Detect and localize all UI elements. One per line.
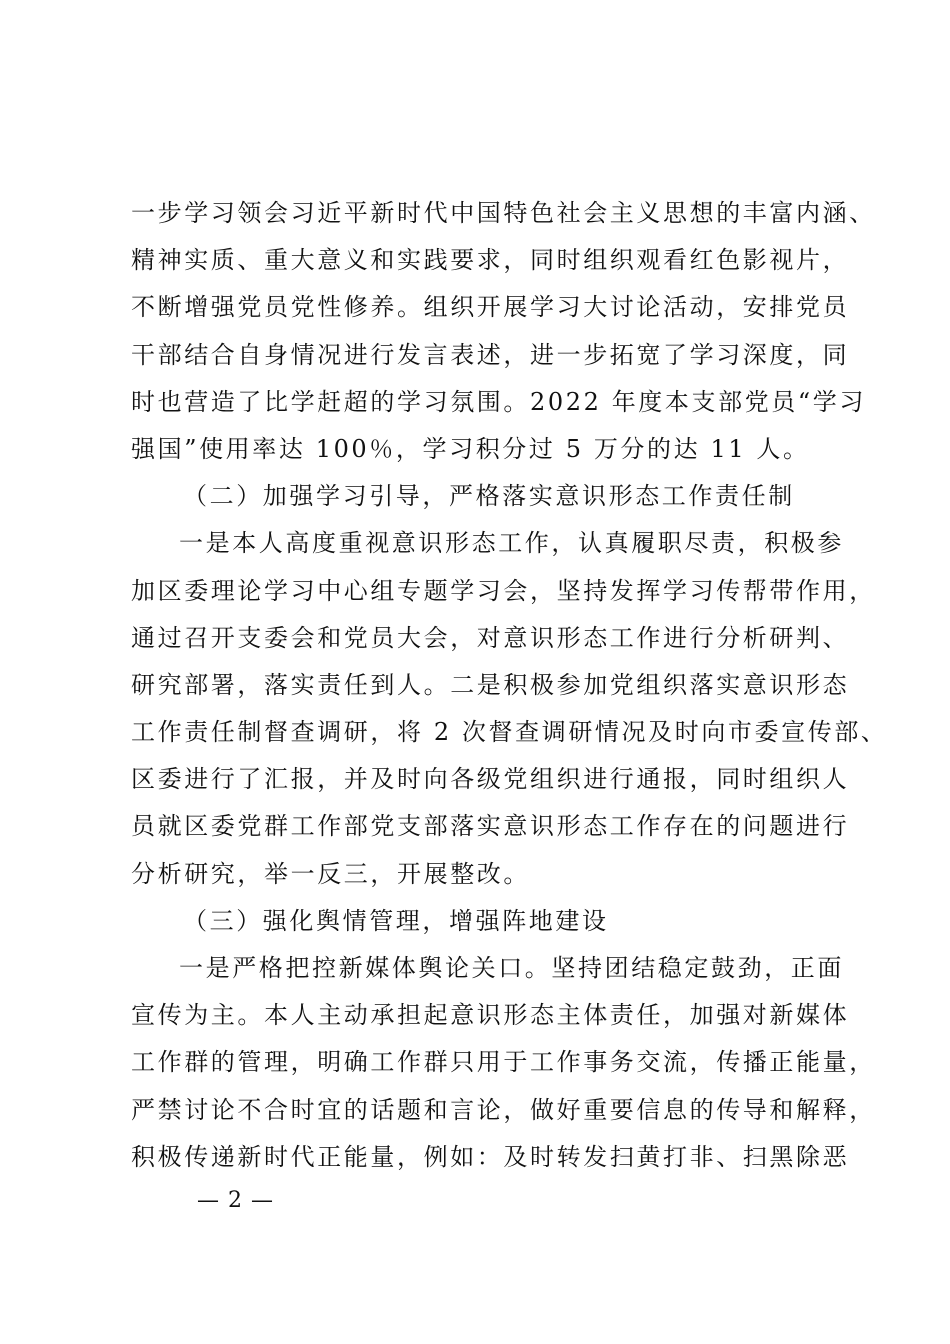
paragraph-start-line: 一是严格把控新媒体舆论关口。坚持团结稳定鼓劲，正面 [179,954,844,982]
body-text [131,190,888,1181]
text-line: 严禁讨论不合时宜的话题和言论，做好重要信息的传导和解释， [131,1095,876,1124]
text-line: 区委进行了汇报，并及时向各级党组织进行通报，同时组织人 [131,765,850,794]
text-line: 加区委理论学习中心组专题学习会，坚持发挥学习传帮带作用， [131,576,876,605]
text-line: 工作群的管理，明确工作群只用于工作事务交流，传播正能量， [131,1048,876,1077]
text-line: 一步学习领会习近平新时代中国特色社会主义思想的丰富内涵、 [131,199,876,227]
text-line: 工作责任制督查调研，将 2 次督查调研情况及时向市委宣传部、 [131,718,888,747]
text-line: 精神实质、重大意义和实践要求，同时组织观看红色影视片， [131,246,850,275]
text-line: 研究部署，落实责任到人。二是积极参加党组织落实意识形态 [131,670,850,699]
text-line: 通过召开支委会和党员大会，对意识形态工作进行分析研判、 [131,623,850,652]
section-heading: （三）强化舆情管理，增强阵地建设 [183,906,609,935]
text-line: 强国”使用率达 100％，学习积分过 5 万分的达 11 人。 [131,434,810,463]
text-line: 不断增强党员党性修养。组织开展学习大讨论活动，安排党员 [131,293,850,322]
section-heading: （二）加强学习引导，严格落实意识形态工作责任制 [183,482,795,511]
text-line: 积极传递新时代正能量，例如：及时转发扫黄打非、扫黑除恶 [131,1142,850,1171]
paragraph-start-line: 一是本人高度重视意识形态工作，认真履职尽责，积极参 [179,529,844,558]
text-line: 时也营造了比学赶超的学习氛围。2022 年度本支部党员“学习 [131,387,866,416]
text-line: 员就区委党群工作部党支部落实意识形态工作存在的问题进行 [131,812,850,841]
text-line: 干部结合自身情况进行发言表述，进一步拓宽了学习深度，同 [131,340,850,369]
text-line: 宣传为主。本人主动承担起意识形态主体责任，加强对新媒体 [131,1001,850,1030]
page-number: — 2 — [197,1188,274,1213]
text-line: 分析研究，举一反三，开展整改。 [131,859,530,888]
